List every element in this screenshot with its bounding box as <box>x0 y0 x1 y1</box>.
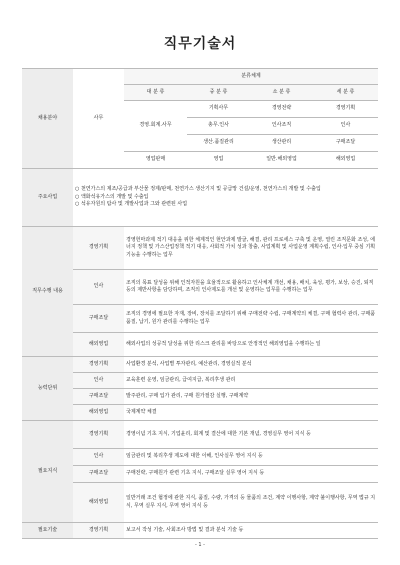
knowledge-text: 일반거래 조건 협정에 관한 지식, 품질, 수량, 가격의 등 물품의 조건, 계약 이행사항, 계약 불이행사항, 무역 법규 지식, 무역 실무 지식, 무역 영어 지식 등 <box>124 483 378 523</box>
duty-text: 해외사업의 성공적 달성을 위한 리스크 관리를 바탕으로 안정적인 해외영업을 수행하는 일 <box>124 333 378 357</box>
competency-name: 해외영업 <box>73 405 124 421</box>
column-header-major: 대 분 류 <box>124 85 187 101</box>
main-business-item: ○ 천연가스의 제조/공급과 부산물 정제/판매, 천연가스 생산기지 및 공급망 건설/운영, 천연가스의 개발 및 수출입 <box>75 186 321 193</box>
competency-name: 구매조달 <box>73 389 124 405</box>
competency-name: 인사 <box>73 373 124 389</box>
mid-category: 영업 <box>187 152 250 169</box>
knowledge-name: 구매조달 <box>73 466 124 483</box>
duty-name: 인사 <box>73 270 124 305</box>
main-business-label: 주요사업 <box>22 169 73 227</box>
duty-name: 구매조달 <box>73 305 124 333</box>
competency-name: 경영기획 <box>73 357 124 373</box>
knowledge-name: 인사 <box>73 449 124 466</box>
small-category: 경영전략 <box>250 101 313 118</box>
knowledge-label: 필요지식 <box>22 421 73 523</box>
knowledge-text: 임금관리 및 복리후생 제도에 대한 이해, 인사실무 영어 지식 등 <box>124 449 378 466</box>
competency-text: 국제계약 체결 <box>124 405 378 421</box>
main-business-item: ○ 액화석유가스의 개발 및 수출입 <box>75 193 149 200</box>
duty-name: 경영기획 <box>73 227 124 270</box>
skills-label: 필요기술 <box>22 523 73 539</box>
duty-text: 경영헌마과제 적기 대응을 위한 체계적인 현안과제 발굴, 해결, 관리 프로세스 구축 및 운영, 열린 조직문화 조성, 에너지 정책 및 가스산업정책 적기 대응, 사회적 가치 성과 창출, 사업계획 및 사업운영 계획수립, 인사·입무 중심 기획 기능을 수행하는 업무 <box>124 227 378 270</box>
detail-category: 인사 <box>313 118 378 135</box>
column-header-mid: 중 분 류 <box>187 85 250 101</box>
competency-text: 발주관리, 구매 입가 관리, 구매 원가절감 실행, 구매계약 <box>124 389 378 405</box>
column-header-small: 소 분 류 <box>250 85 313 101</box>
small-category: 일반.해외영업 <box>250 152 313 169</box>
main-business-item: ○ 석유자원의 탐사 및 개발사업과 그와 관련된 사업 <box>75 201 188 208</box>
detail-category: 해외영업 <box>313 152 378 169</box>
main-business-list <box>73 169 378 227</box>
duty-text: 조직의 목표 달성을 위해 인적자원을 효율적으로 활용하고 인사체계 개선, 채용, 배치, 육성, 평가, 보상, 승진, 퇴직 등의 제반사항을 담당하며, 조직의 인사제도를 개선 및 운영하는 업무를 수행하는 업무 <box>124 270 378 305</box>
detail-category: 구매조달 <box>313 135 378 152</box>
skill-text: 보고서 작성 기술, 사회조사 방법 및 결과 분석 기술 등 <box>124 523 378 539</box>
mid-category: 생산.품질관리 <box>187 135 250 152</box>
recruit-field-value: 사무 <box>73 69 124 169</box>
competency-label: 능력단위 <box>22 357 73 421</box>
skill-name: 경영기획 <box>73 523 124 539</box>
page-number: - 1 - <box>195 542 205 548</box>
page-title: 직무기술서 <box>163 36 237 52</box>
mid-category: 기획사무 <box>187 101 250 118</box>
small-category: 인사조직 <box>250 118 313 135</box>
major-category: 영업판매 <box>124 152 187 169</box>
duties-label: 직무수행 내용 <box>22 227 73 357</box>
knowledge-text: 구매전략, 구매원가 관련 기초 지식, 구매조달 실무 영어 지식 등 <box>124 466 378 483</box>
job-description-table <box>22 68 378 539</box>
knowledge-text: 경영이념 기초 지식, 기업윤리, 회계 및 결산에 대한 기본 개념, 경영실무 영어 지식 등 <box>124 421 378 449</box>
competency-text: 교육훈련 운영, 임금관리, 급여지급, 복리후생 관리 <box>124 373 378 389</box>
duty-name: 해외영업 <box>73 333 124 357</box>
recruit-field-label: 채용분야 <box>22 69 73 169</box>
mid-category: 총무.인사 <box>187 118 250 135</box>
detail-category: 경영기획 <box>313 101 378 118</box>
knowledge-name: 해외영업 <box>73 483 124 523</box>
competency-text: 사업환경 분석, 사업별 투자관리, 예산관리, 경영실적 분석 <box>124 357 378 373</box>
major-category: 경영.회계.사무 <box>124 101 187 152</box>
small-category: 생산관리 <box>250 135 313 152</box>
column-header-detail: 세 분 류 <box>313 85 378 101</box>
knowledge-name: 경영기획 <box>73 421 124 449</box>
classification-system-header: 분류체계 <box>124 69 378 85</box>
duty-text: 조직의 경영에 필요한 자재, 장비, 장치를 조달하기 위해 구매전략 수립, 구매계약의 체결, 구매 협력사 관리, 구매품 품질, 납기, 원가 관리를 수행하는 업무 <box>124 305 378 333</box>
